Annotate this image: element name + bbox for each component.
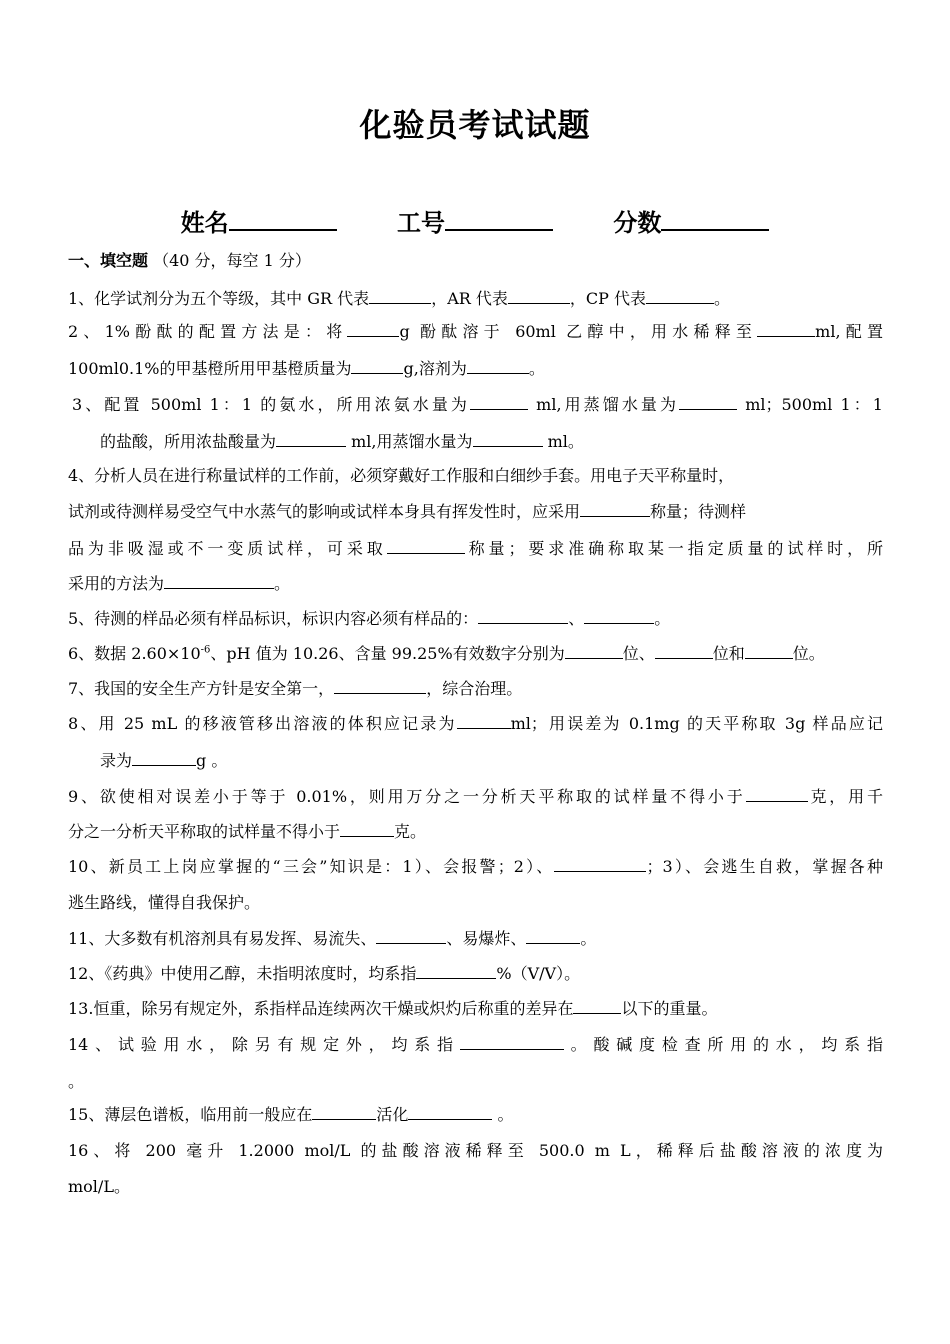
q5-blank-1[interactable] [478,609,568,624]
q3-text-c: ml；500ml 1：1 [745,395,883,414]
question-15 [68,1102,514,1125]
q4-text-4b: 。 [274,574,291,593]
q9-blank-2[interactable] [340,822,394,837]
question-7 [68,676,522,699]
q3-blank-3[interactable] [276,432,346,447]
q2-text-c: ml,配置 [815,322,883,341]
question-16-line-2 [68,1174,130,1197]
q12-text-a: 12、《药典》中使用乙醇，未指明浓度时，均系指 [68,964,417,983]
q11-text-b: 、易爆炸、 [446,929,527,948]
q12-text-b: %（V/V）。 [496,964,581,983]
section-label: 一、填空题 [68,251,149,270]
q7-text-a: 7、我国的安全生产方针是安全第一， [68,679,335,698]
q4-text-2b: 称量；待测样 [650,502,747,521]
q12-blank-1[interactable] [416,964,496,979]
q1-blank-2[interactable] [508,289,570,304]
q3-text-f: ml。 [547,432,584,451]
q10-text-c: 逃生路线，懂得自我保护。 [68,893,261,912]
q6-text-a: 6、数据 2.60×10 [68,644,201,663]
q8-text-c: 录为 [100,751,133,770]
question-9-line-2 [68,819,426,842]
q16-text-b: mol/L。 [68,1177,130,1196]
q6-exponent: -6 [200,644,211,656]
q15-text-c: 。 [497,1105,514,1124]
question-2-line-1 [68,319,883,342]
q14-text-c: 。 [68,1072,85,1091]
question-10-line-1 [68,854,883,877]
q14-text-a: 14、试验用水，除另有规定外，均系指 [68,1035,460,1054]
question-11 [68,926,596,949]
question-4-line-4 [68,571,290,594]
q8-blank-2[interactable] [132,751,196,766]
q11-text-c: 。 [580,929,597,948]
q8-blank-1[interactable] [457,714,511,729]
q1-blank-1[interactable] [369,289,431,304]
q4-text-4a: 采用的方法为 [68,574,165,593]
q2-text-f: 。 [528,359,545,378]
name-blank[interactable] [229,207,337,231]
q2-text-d: 100ml0.1%的甲基橙所用甲基橙质量为 [68,359,352,378]
question-12 [68,961,580,984]
q5-text-b: 、 [568,609,585,628]
q6-blank-2[interactable] [655,644,713,659]
q2-blank-4[interactable] [467,359,529,374]
q5-blank-2[interactable] [584,609,654,624]
q10-text-a: 10、新员工上岗应掌握的“三会”知识是：1）、会报警；2）、 [68,857,555,876]
q3-text-b: ml,用蒸馏水量为 [536,395,680,414]
id-field [397,203,553,238]
header-fields [0,203,950,238]
section-heading [68,248,311,271]
q1-text-c: ，CP 代表 [569,289,646,308]
q11-blank-1[interactable] [376,929,446,944]
q4-text-3a: 品为非吸湿或不一变质试样，可采取 [68,539,387,558]
q5-text-c: 。 [654,609,671,628]
q4-blank-2[interactable] [387,539,465,554]
q4-text-1: 4、分析人员在进行称量试样的工作前，必须穿戴好工作服和白细纱手套。用电子天平称量时， [68,466,735,485]
q1-text-d: 。 [714,289,731,308]
q4-blank-3[interactable] [164,574,274,589]
q8-text-b: ml；用误差为 0.1mg 的天平称取 3g 样品应记 [510,714,883,733]
q6-text-d: 位和 [712,644,745,663]
q6-blank-1[interactable] [565,644,623,659]
question-14-line-2 [68,1069,84,1092]
id-blank[interactable] [445,207,553,231]
q4-blank-1[interactable] [580,502,650,517]
q3-blank-4[interactable] [473,432,543,447]
q11-blank-2[interactable] [526,929,580,944]
q2-blank-3[interactable] [351,359,403,374]
score-label: 分数 [613,209,662,237]
q6-text-b: 、pH 值为 10.26、含量 99.25%有效数字分别为 [210,644,565,663]
q13-text-b: 以下的重量。 [621,999,718,1018]
q14-blank-1[interactable] [460,1035,564,1050]
q3-blank-1[interactable] [470,395,528,410]
q1-blank-3[interactable] [646,289,714,304]
name-field [181,203,337,238]
q7-text-b: ，综合治理。 [426,679,523,698]
q3-text-a: 3、配置 500ml 1：1 的氨水，所用浓氨水量为 [72,395,471,414]
q16-text-a: 16、将 200 毫升 1.2000 mol/L 的盐酸溶液稀释至 500.0 m L，稀释后盐酸溶液的浓度为 [68,1141,883,1160]
question-9-line-1 [68,784,883,807]
q8-text-a: 8、用 25 mL 的移液管移出溶液的体积应记录为 [68,714,457,733]
question-2-line-2 [68,356,545,379]
q1-text-b: ，AR 代表 [431,289,508,308]
question-4-line-1 [68,463,734,486]
question-8-line-1 [68,711,883,734]
question-4-line-3 [68,536,883,559]
q7-blank-1[interactable] [334,679,426,694]
score-field [613,203,769,238]
question-14-line-1 [68,1032,883,1055]
question-13 [68,996,717,1019]
q9-text-b: 克，用千 [807,787,883,806]
question-6 [68,641,825,664]
q9-text-a: 9、欲使相对误差小于等于 0.01%，则用万分之一分析天平称取的试样量不得小于 [68,787,746,806]
q2-text-b: g 酚酞溶于 60ml 乙醇中，用水稀释至 [399,322,758,341]
q2-blank-1[interactable] [347,322,399,337]
page-title: 化验员考试试题 [359,106,591,144]
q2-text-e: g,溶剂为 [403,359,467,378]
q9-text-c: 分之一分析天平称取的试样量不得小于 [68,822,341,841]
q5-text-a: 5、待测的样品必须有样品标识，标识内容必须有样品的： [68,609,479,628]
q11-text-a: 11、大多数有机溶剂具有易发挥、易流失、 [68,929,377,948]
q4-text-3b: 称量；要求准确称取某一指定质量的试样时，所 [464,539,883,558]
q10-text-b: ；3）、会逃生自救，掌握各种 [646,857,883,876]
question-3-line-1 [72,392,883,415]
question-4-line-2 [68,499,746,522]
q2-blank-2[interactable] [757,322,815,337]
score-blank[interactable] [661,207,769,231]
q3-text-d: 的盐酸，所用浓盐酸量为 [100,432,277,451]
q8-text-d: g 。 [196,751,228,770]
q14-text-b: 。酸碱度检查所用的水，均系指 [563,1035,883,1054]
q15-blank-1[interactable] [312,1105,376,1120]
section-note: （40 分，每空 1 分） [153,251,311,270]
q3-text-e: ml,用蒸馏水量为 [351,432,473,451]
q15-text-b: 活化 [376,1105,409,1124]
q3-blank-2[interactable] [679,395,737,410]
q15-text-a: 15、薄层色谱板，临用前一般应在 [68,1105,313,1124]
q2-text-a: 2、1%酚酞的配置方法是：将 [68,322,348,341]
question-3-line-2 [100,429,584,452]
question-10-line-2 [68,890,260,913]
question-5 [68,606,670,629]
q13-text-a: 13.恒重，除另有规定外，系指样品连续两次干燥或炽灼后称重的差异在 [68,999,574,1018]
q6-text-c: 位、 [622,644,655,663]
q6-text-e: 位。 [792,644,825,663]
name-label: 姓名 [180,209,229,237]
q1-text-a: 1、化学试剂分为五个等级，其中 GR 代表 [68,289,370,308]
question-1 [68,286,730,309]
q9-text-d: 克。 [394,822,427,841]
id-label: 工号 [397,209,445,237]
question-16-line-1 [68,1138,883,1161]
q15-blank-2[interactable] [408,1105,492,1120]
q6-blank-3[interactable] [745,644,793,659]
question-8-line-2 [100,748,227,771]
q9-blank-1[interactable] [746,787,808,802]
q10-blank-1[interactable] [554,857,646,872]
q4-text-2a: 试剂或待测样易受空气中水蒸气的影响或试样本身具有挥发性时，应采用 [68,502,581,521]
q13-blank-1[interactable] [573,999,621,1014]
